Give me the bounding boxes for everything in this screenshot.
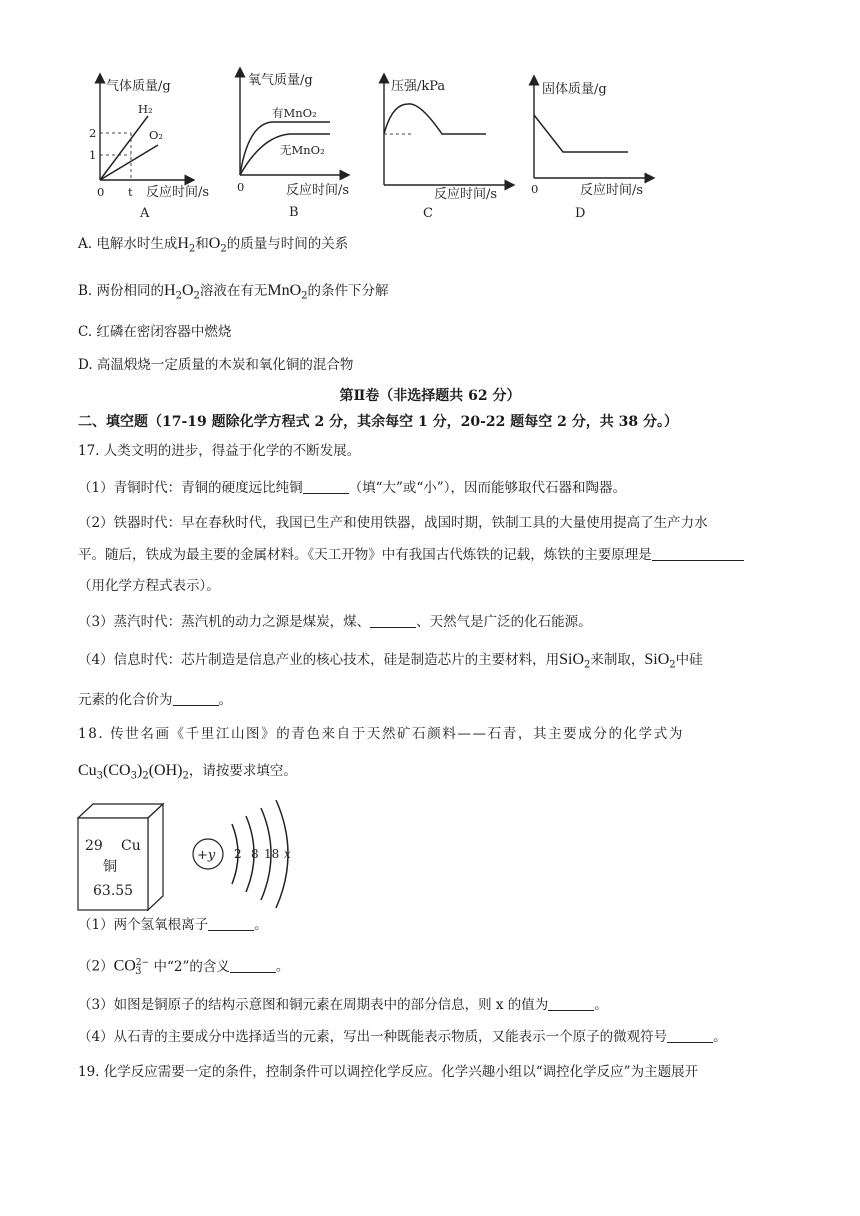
q18-blank-3[interactable]: [548, 996, 594, 1011]
q19-stem: 19. 化学反应需要一定的条件，控制条件可以调控化学反应。化学兴趣小组以“调控化学反应”为主题展开: [78, 1064, 699, 1080]
graph-a-ylabel: 气体质量/g: [106, 79, 171, 94]
graph-c: [384, 78, 510, 221]
graph-c-letter: C: [423, 206, 433, 221]
graph-d-letter: D: [575, 206, 586, 221]
graph-c-xlabel: 反应时间/s: [434, 187, 498, 202]
shell-2: 8: [251, 847, 259, 861]
q17-part3: （3）蒸汽时代：蒸汽机的动力之源是煤炭，煤、 、天然气是广泛的化石能源。: [78, 614, 592, 630]
element-symbol: Cu: [121, 838, 141, 854]
q17-part4-line1: （4）信息时代：芯片制造是信息产业的核心技术，硅是制造芯片的主要材料，用SiO$_2$来制取，SiO$_2$中硅: [78, 651, 703, 671]
element-name: 铜: [103, 859, 117, 875]
element-number: 29: [85, 838, 103, 854]
atom-structure-diagram: [193, 800, 291, 908]
graph-a-origin: 0: [97, 185, 105, 199]
graph-b-ylabel: 氧气质量/g: [248, 73, 313, 88]
graph-b-with-label: 有MnO₂: [272, 106, 317, 120]
atom-nucleus: +y: [197, 848, 216, 863]
shell-1: 2: [234, 847, 242, 861]
q18-blank-4[interactable]: [667, 1028, 713, 1043]
graph-d-origin: 0: [531, 182, 539, 196]
graph-a-ytick-1: 1: [89, 148, 97, 162]
q17-part4-line2: 元素的化合价为 。: [78, 692, 232, 708]
graph-a-xlabel: 反应时间/s: [146, 185, 210, 200]
graph-d: [531, 80, 650, 221]
q18-part2: $(2)CO^{2-}_3$ 中“2”的含义 。: [78, 957, 290, 978]
graph-d-solid-mass-line: [534, 115, 628, 152]
q18-part3: （3）如图是铜原子的结构示意图和铜元素在周期表中的部分信息，则 x 的值为 。: [78, 997, 608, 1013]
option-a: A. 电解水时生成$H_2$和$O_2$的质量与时间的关系: [78, 235, 349, 255]
q18-stem-line2: $Cu_3(CO_3)_2(OH)_2$，请按要求填空。: [78, 762, 297, 782]
q17-blank-1[interactable]: [303, 479, 349, 494]
q18-part1: （1）两个氢氧根离子 。: [78, 917, 268, 933]
q17-part1: （1）青铜时代：青铜的硬度远比纯铜 （填“大”或“小”），因而能够取代石器和陶器。: [78, 480, 626, 496]
graph-a: [89, 78, 209, 221]
option-c: C. 红磷在密闭容器中燃烧: [78, 324, 232, 340]
graphs-figure: [0, 0, 860, 226]
periodic-table-cell: [78, 804, 163, 910]
q18-part4: （4）从石青的主要成分中选择适当的元素，写出一种既能表示物质，又能表示一个原子的微观符号 。: [78, 1029, 727, 1045]
option-b: B. 两份相同的$H_2O_2$溶液在有无MnO$_2$的条件下分解: [78, 282, 389, 302]
q17-part2-line3: （用化学方程式表示）。: [78, 578, 220, 594]
graph-a-h2-line: [100, 116, 148, 180]
graph-a-o2-line: [100, 145, 158, 180]
q18-blank-2[interactable]: [230, 958, 276, 973]
graph-a-o2-label: O₂: [149, 128, 164, 142]
graph-d-xlabel: 反应时间/s: [580, 183, 644, 198]
graph-b-xlabel: 反应时间/s: [286, 183, 350, 198]
graph-b-letter: B: [289, 205, 299, 220]
graph-a-h2-label: H₂: [138, 102, 153, 116]
q17-part2-line1: （2）铁器时代：早在春秋时代，我国已生产和使用铁器，战国时期，铁制工具的大量使用提高了生产力水: [78, 515, 708, 531]
section-title: 第Ⅱ卷（非选择题共 62 分）: [339, 388, 521, 404]
graph-a-ytick-2: 2: [89, 126, 97, 140]
shell-4: x: [284, 847, 291, 861]
part-two-heading: 二、填空题（17-19 题除化学方程式 2 分，其余每空 1 分，20-22 题每空 2 分，共 38 分。）: [78, 414, 678, 430]
copper-figure: [0, 796, 860, 916]
graph-c-pressure-curve: [384, 104, 486, 134]
q17-blank-4[interactable]: [173, 691, 219, 706]
q17-part2-line2: 平。随后，铁成为最主要的金属材料。《天工开物》中有我国古代炼铁的记载，炼铁的主要原理是: [78, 545, 744, 565]
shell-3: 18: [264, 847, 280, 861]
q17-blank-3[interactable]: [370, 613, 416, 628]
q18-blank-1[interactable]: [208, 916, 254, 931]
graph-b-without-label: 无MnO₂: [280, 143, 325, 157]
element-mass: 63.55: [93, 883, 134, 899]
graph-c-ylabel: 压强/kPa: [391, 79, 446, 94]
graph-b: [237, 72, 349, 220]
graph-b-origin: 0: [237, 180, 245, 194]
q17-blank-2[interactable]: [652, 546, 744, 561]
graph-a-xtick-t: t: [128, 185, 133, 199]
graph-a-letter: A: [140, 206, 150, 221]
q17-stem: 17. 人类文明的进步，得益于化学的不断发展。: [78, 443, 361, 459]
q18-stem-line1: 18. 传世名画《千里江山图》的青色来自于天然矿石颜料——石青，其主要成分的化学式为: [78, 726, 684, 742]
graph-d-ylabel: 固体质量/g: [542, 82, 607, 97]
option-d: D. 高温煅烧一定质量的木炭和氧化铜的混合物: [78, 357, 354, 373]
